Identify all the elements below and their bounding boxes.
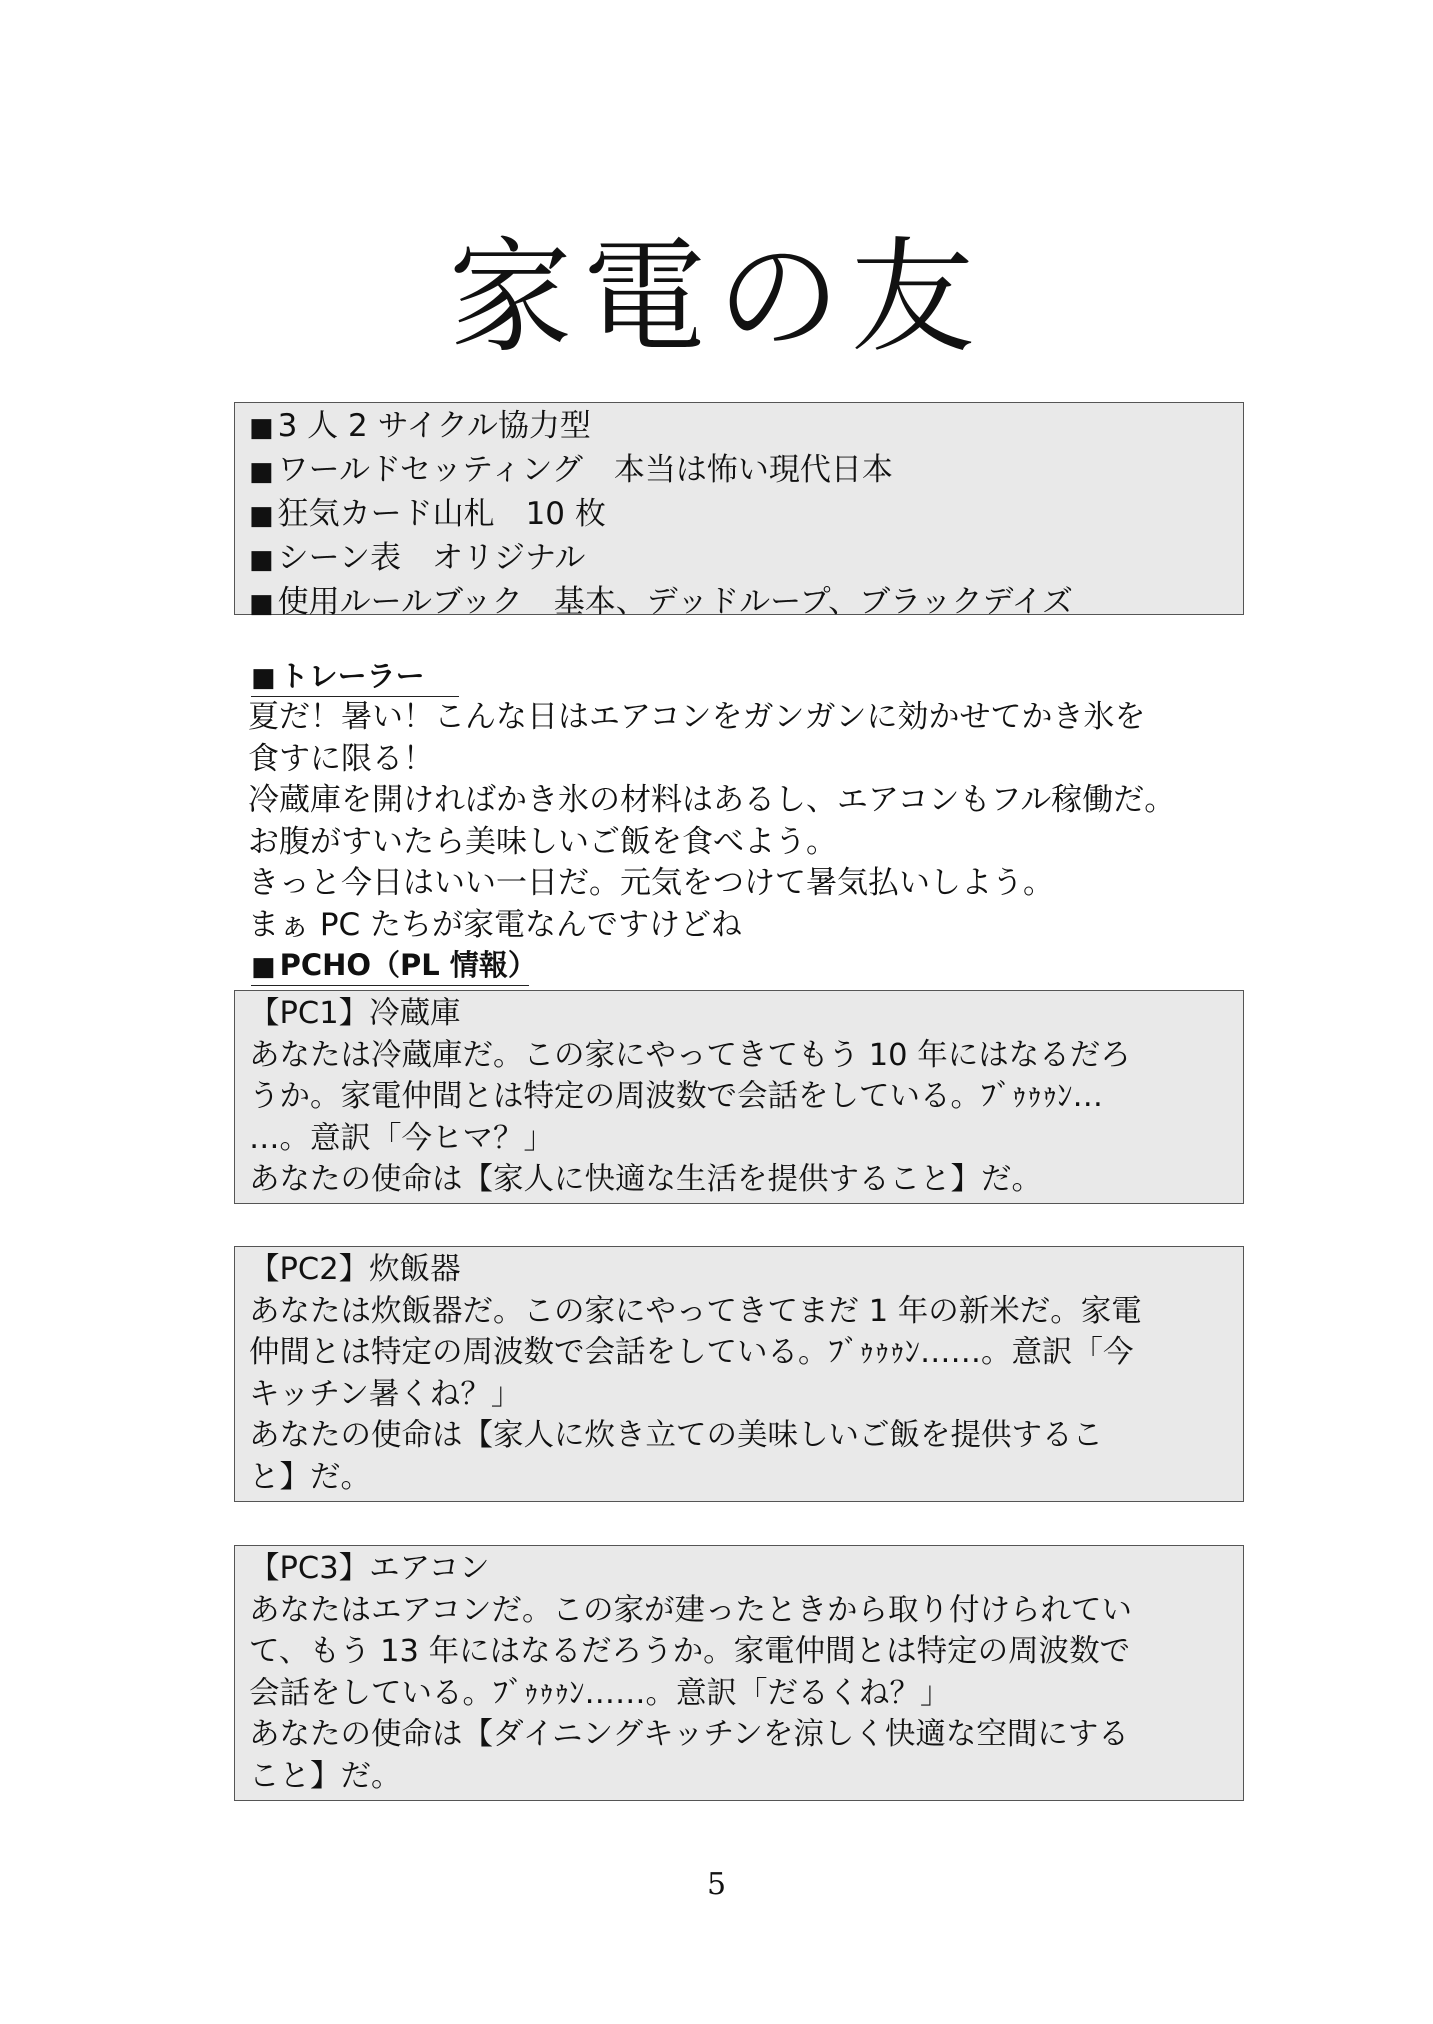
info-line	[249, 581, 1229, 625]
info-text: ワールドセッティング 本当は怖い現代日本	[277, 452, 893, 488]
pc3-line: あなたの使命は【ダイニングキッチンを涼しく快適な空間にする	[249, 1717, 1129, 1752]
page-number: 5	[706, 1867, 727, 1902]
bullet-icon: ■	[249, 413, 274, 443]
info-text: 3 人 2 サイクル協力型	[277, 408, 591, 444]
bullet-icon: ■	[251, 663, 276, 693]
bullet-icon: ■	[249, 545, 274, 575]
trailer-text	[248, 697, 1248, 946]
pc3-handout-box	[234, 1545, 1244, 1801]
bullet-icon: ■	[251, 952, 276, 982]
info-line	[249, 405, 1229, 449]
pc2-line: あなたの使命は【家人に炊き立ての美味しいご飯を提供するこ	[249, 1418, 1103, 1453]
pc1-handout-box	[234, 990, 1244, 1204]
pc1-line: あなたの使命は【家人に快適な生活を提供すること】だ。	[249, 1162, 1042, 1197]
pc2-line: キッチン暑くね？」	[249, 1376, 522, 1412]
pc2-line: と】だ。	[249, 1459, 371, 1495]
pc3-line: 会話をしている。ﾌﾞｩｩｩﾝ……。意訳「だるくね？」	[249, 1675, 951, 1711]
pcho-heading	[251, 947, 537, 986]
bullet-icon: ■	[249, 457, 274, 487]
pc2-line: 仲間とは特定の周波数で会話をしている。ﾌﾞｩｩｩﾝ……。意訳「今	[249, 1335, 1134, 1370]
trailer-line: お腹がすいたら美味しいご飯を食べよう。	[248, 823, 837, 860]
page-title: 家電の友	[448, 226, 985, 370]
pcho-heading-text: PCHO（PL 情報）	[279, 948, 537, 982]
pc3-line: あなたはエアコンだ。この家が建ったときから取り付けられてい	[249, 1592, 1132, 1628]
pc3-line: こと】だ。	[249, 1758, 402, 1794]
pc1-line: うか。家電仲間とは特定の周波数で会話をしている。ﾌﾞｩｩｩﾝ…	[249, 1079, 1103, 1114]
pc2-line: 【PC2】炊飯器	[249, 1252, 461, 1287]
trailer-heading	[251, 658, 459, 697]
trailer-line: 冷蔵庫を開ければかき氷の材料はあるし、エアコンもフル稼働だ。	[248, 782, 1176, 818]
info-text: 使用ルールブック 基本、デッドループ、ブラックデイズ	[277, 584, 1074, 620]
info-line	[249, 449, 1229, 493]
trailer-line: 食すに限る！	[248, 740, 434, 777]
info-text: 狂気カード山札 10 枚	[277, 496, 606, 532]
scenario-info-box	[234, 402, 1244, 620]
pc1-line: 【PC1】冷蔵庫	[249, 996, 461, 1031]
trailer-line: 夏だ！暑い！こんな日はエアコンをガンガンに効かせてかき氷を	[248, 699, 1146, 735]
bullet-icon: ■	[249, 501, 274, 531]
pc2-line: あなたは炊飯器だ。この家にやってきてまだ 1 年の新米だ。家電	[249, 1293, 1142, 1329]
bullet-icon: ■	[249, 589, 274, 619]
info-line	[249, 537, 1229, 581]
trailer-heading-text: トレーラー	[279, 659, 425, 693]
info-line	[249, 493, 1229, 537]
trailer-line: まぁ PC たちが家電なんですけどね	[248, 906, 743, 943]
pc1-line: あなたは冷蔵庫だ。この家にやってきてもう 10 年にはなるだろ	[249, 1037, 1131, 1073]
pc3-line: 【PC3】エアコン	[249, 1551, 490, 1586]
pc1-line: …。意訳「今ヒマ？」	[249, 1120, 554, 1156]
pc2-handout-box	[234, 1246, 1244, 1502]
pc3-line: て、もう 13 年にはなるだろうか。家電仲間とは特定の周波数で	[249, 1634, 1131, 1669]
info-text: シーン表 オリジナル	[277, 540, 586, 576]
trailer-line: きっと今日はいい一日だ。元気をつけて暑気払いしよう。	[248, 865, 1054, 901]
